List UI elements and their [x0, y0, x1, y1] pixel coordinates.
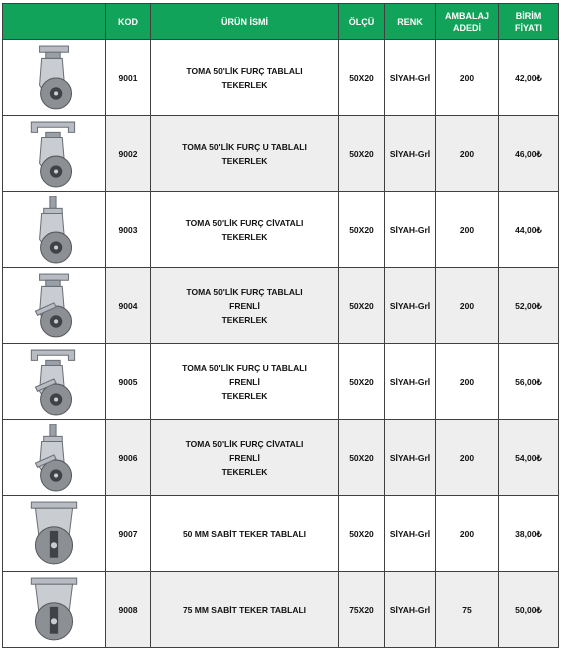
kod-cell: 9006 — [106, 420, 151, 496]
adet-cell: 200 — [436, 116, 499, 192]
fiyat-cell: 46,00₺ — [499, 116, 559, 192]
name-cell: 50 MM SABİT TEKER TABLALI — [151, 496, 339, 572]
header-image — [3, 4, 106, 40]
table-row — [3, 116, 559, 192]
table-row — [3, 496, 559, 572]
adet-cell: 200 — [436, 344, 499, 420]
kod-cell: 9008 — [106, 572, 151, 648]
kod-cell: 9002 — [106, 116, 151, 192]
caster-bolt-swivel-icon — [24, 196, 84, 264]
adet-cell: 200 — [436, 268, 499, 344]
kod-cell: 9005 — [106, 344, 151, 420]
kod-cell: 9003 — [106, 192, 151, 268]
fiyat-cell: 54,00₺ — [499, 420, 559, 496]
name-cell: TOMA 50'LİK FURÇ CİVATALI FRENLİ TEKERLEK — [151, 420, 339, 496]
adet-cell: 200 — [436, 192, 499, 268]
product-image — [3, 496, 106, 572]
price-table — [2, 3, 559, 648]
fiyat-cell: 44,00₺ — [499, 192, 559, 268]
olcu-cell: 50X20 — [339, 420, 385, 496]
fiyat-cell: 38,00₺ — [499, 496, 559, 572]
name-cell: TOMA 50'LİK FURÇ TABLALI TEKERLEK — [151, 40, 339, 116]
product-image — [3, 344, 106, 420]
name-cell: TOMA 50'LİK FURÇ U TABLALI TEKERLEK — [151, 116, 339, 192]
renk-cell: SİYAH-Grİ — [385, 420, 436, 496]
header-kod: KOD — [106, 4, 151, 40]
caster-u-plate-swivel-icon — [24, 120, 84, 188]
header-ambalaj-adedi: AMBALAJ ADEDİ — [436, 4, 499, 40]
name-cell: TOMA 50'LİK FURÇ CİVATALI TEKERLEK — [151, 192, 339, 268]
adet-cell: 75 — [436, 572, 499, 648]
product-image — [3, 40, 106, 116]
header-row — [3, 4, 559, 40]
olcu-cell: 50X20 — [339, 344, 385, 420]
product-image — [3, 116, 106, 192]
renk-cell: SİYAH-Grİ — [385, 572, 436, 648]
adet-cell: 200 — [436, 420, 499, 496]
olcu-cell: 50X20 — [339, 496, 385, 572]
caster-u-plate-brake-icon — [24, 348, 84, 416]
product-image — [3, 572, 106, 648]
name-cell: 75 MM SABİT TEKER TABLALI — [151, 572, 339, 648]
product-image — [3, 192, 106, 268]
product-image — [3, 420, 106, 496]
fixed-caster-75-icon — [24, 576, 84, 644]
olcu-cell: 75X20 — [339, 572, 385, 648]
olcu-cell: 50X20 — [339, 268, 385, 344]
olcu-cell: 50X20 — [339, 116, 385, 192]
adet-cell: 200 — [436, 40, 499, 116]
caster-plate-brake-icon — [24, 272, 84, 340]
table-row — [3, 420, 559, 496]
table-row — [3, 572, 559, 648]
olcu-cell: 50X20 — [339, 192, 385, 268]
fiyat-cell: 56,00₺ — [499, 344, 559, 420]
table-row — [3, 40, 559, 116]
header-renk: RENK — [385, 4, 436, 40]
header-urun-ismi: ÜRÜN İSMİ — [151, 4, 339, 40]
product-image — [3, 268, 106, 344]
kod-cell: 9001 — [106, 40, 151, 116]
header-olcu: ÖLÇÜ — [339, 4, 385, 40]
fiyat-cell: 42,00₺ — [499, 40, 559, 116]
table-row — [3, 192, 559, 268]
renk-cell: SİYAH-Grİ — [385, 192, 436, 268]
fiyat-cell: 52,00₺ — [499, 268, 559, 344]
caster-plate-swivel-icon — [24, 44, 84, 112]
renk-cell: SİYAH-Grİ — [385, 40, 436, 116]
renk-cell: SİYAH-Grİ — [385, 344, 436, 420]
olcu-cell: 50X20 — [339, 40, 385, 116]
table-row — [3, 344, 559, 420]
renk-cell: SİYAH-Grİ — [385, 496, 436, 572]
name-cell: TOMA 50'LİK FURÇ TABLALI FRENLİ TEKERLEK — [151, 268, 339, 344]
table-row — [3, 268, 559, 344]
fiyat-cell: 50,00₺ — [499, 572, 559, 648]
name-cell: TOMA 50'LİK FURÇ U TABLALI FRENLİ TEKERLEK — [151, 344, 339, 420]
adet-cell: 200 — [436, 496, 499, 572]
header-birim-fiyati: BİRİM FİYATI — [499, 4, 559, 40]
caster-bolt-brake-icon — [24, 424, 84, 492]
renk-cell: SİYAH-Grİ — [385, 268, 436, 344]
renk-cell: SİYAH-Grİ — [385, 116, 436, 192]
fixed-caster-50-icon — [24, 500, 84, 568]
kod-cell: 9004 — [106, 268, 151, 344]
kod-cell: 9007 — [106, 496, 151, 572]
